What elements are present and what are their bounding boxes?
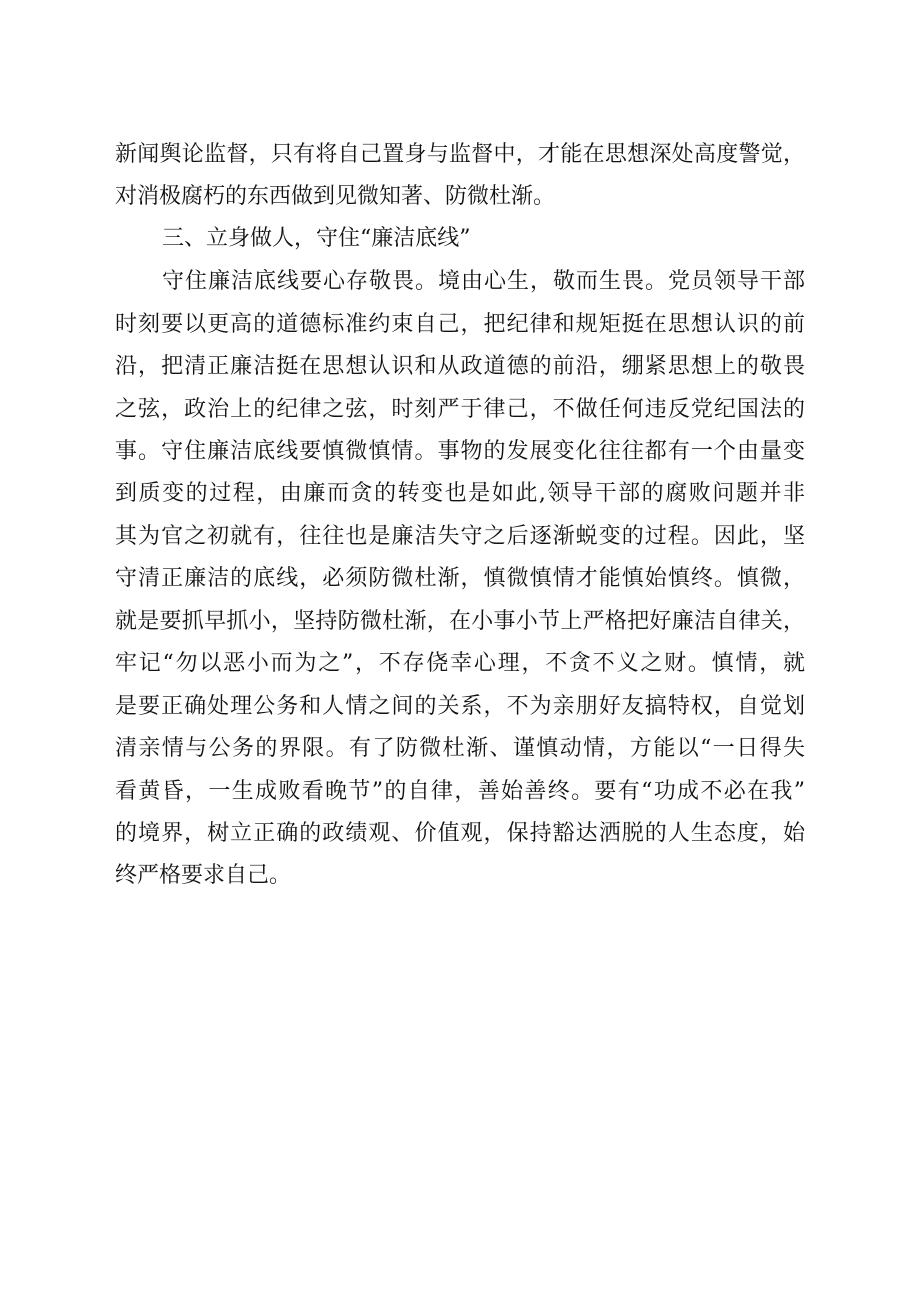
section-heading: 三、立身做人，守住“廉洁底线” [162, 226, 471, 251]
paragraph-line: 牢记“勿以恶小而为之”，不存侥幸心理，不贪不义之财。慎情，就 [115, 651, 805, 676]
paragraph-line: 终严格要求自己。 [115, 863, 292, 888]
paragraph-line: 沿，把清正廉洁挺在思想认识和从政道德的前沿，绷紧思想上的敬畏 [115, 354, 805, 379]
paragraph-line: 新闻舆论监督，只有将自己置身与监督中，才能在思想深处高度警觉， [115, 142, 805, 167]
paragraph-line: 的境界，树立正确的政绩观、价值观，保持豁达洒脱的人生态度，始 [115, 821, 805, 846]
paragraph-line: 就是要抓早抓小，坚持防微杜渐，在小事小节上严格把好廉洁自律关， [115, 609, 805, 634]
paragraph-line: 到质变的过程，由廉而贪的转变也是如此,领导干部的腐败问题并非 [115, 481, 805, 506]
paragraph-line: 其为官之初就有，往往也是廉洁失守之后逐渐蜕变的过程。因此，坚 [115, 524, 805, 549]
paragraph-line: 时刻要以更高的道德标准约束自己，把纪律和规矩挺在思想认识的前 [115, 312, 805, 337]
paragraph-line: 清亲情与公务的界限。有了防微杜渐、谨慎动情，方能以“一日得失 [115, 736, 805, 761]
paragraph-line: 守住廉洁底线要心存敬畏。境由心生，敬而生畏。党员领导干部 [162, 269, 805, 294]
paragraph-line: 事。守住廉洁底线要慎微慎情。事物的发展变化往往都有一个由量变 [115, 439, 805, 464]
paragraph-line: 对消极腐朽的东西做到见微知著、防微杜渐。 [115, 184, 556, 209]
paragraph-line: 守清正廉洁的底线，必须防微杜渐，慎微慎情才能慎始慎终。慎微， [115, 566, 805, 591]
paragraph-line: 是要正确处理公务和人情之间的关系，不为亲朋好友搞特权，自觉划 [115, 694, 805, 719]
paragraph-line: 之弦，政治上的纪律之弦，时刻严于律己，不做任何违反党纪国法的 [115, 397, 805, 422]
paragraph-line: 看黄昏，一生成败看晚节”的自律，善始善终。要有“功成不必在我” [115, 779, 805, 804]
